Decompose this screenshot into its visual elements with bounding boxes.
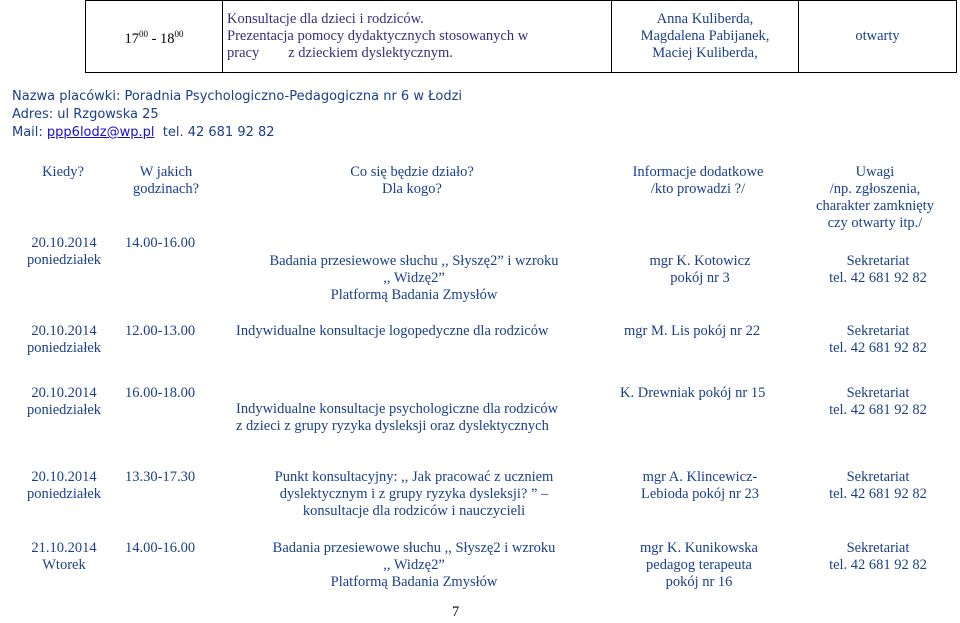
institution-contact (12, 124, 462, 142)
header-info-line: /kto prowadzi ?/ (650, 181, 746, 197)
what-line: Platformą Badania Zmysłów (330, 287, 498, 303)
info-line: K. Drewniak pokój nr 15 (620, 385, 766, 401)
notes-line: Sekretariat (846, 323, 910, 339)
row-date (14, 469, 114, 503)
date-line: 21.10.2014 (31, 540, 97, 556)
prev-who-line: Magdalena Pabijanek, (640, 28, 770, 44)
what-line: Badania przesiewowe słuchu ,, Słyszę2 i wzroku (272, 540, 556, 556)
what-line: konsultacje dla rodziców i nauczycieli (302, 503, 526, 519)
time-sep: - 18 (147, 30, 175, 47)
date-line: poniedziałek (26, 486, 102, 502)
row-hours (125, 385, 195, 402)
row-what (238, 469, 590, 520)
info-line: mgr A. Klincewicz- (642, 469, 758, 485)
row-notes (808, 540, 948, 574)
date-line: poniedziałek (26, 402, 102, 418)
date-line: poniedziałek (26, 340, 102, 356)
row-notes (808, 323, 948, 357)
prev-who-line: Maciej Kuliberda, (652, 45, 758, 61)
row-hours (125, 469, 195, 486)
info-line: pedagog terapeuta (646, 557, 752, 573)
prev-notes: otwarty (855, 28, 900, 44)
prev-desc-line: Prezentacja pomocy dydaktycznych stosowanych w (227, 28, 529, 44)
date-line: Wtorek (42, 557, 86, 573)
header-info (608, 164, 788, 198)
institution-address: Adres: ul Rzgowska 25 (12, 107, 159, 122)
header-notes-line: charakter zamknięty (816, 198, 934, 214)
notes-line: tel. 42 681 92 82 (829, 557, 927, 573)
row-info (620, 469, 780, 503)
time-end-sup: 00 (174, 28, 184, 39)
institution-phone: tel. 42 681 92 82 (154, 125, 275, 140)
info-line: pokój nr 16 (665, 574, 733, 590)
date-line: 20.10.2014 (31, 385, 97, 401)
row-info (624, 323, 794, 340)
what-line: z dzieci z grupy ryzyka dysleksji oraz dyslektycznych (236, 418, 549, 434)
header-notes (800, 164, 950, 232)
hours-text: 14.00-16.00 (125, 540, 196, 556)
notes-line: tel. 42 681 92 82 (829, 486, 927, 502)
row-what (238, 253, 590, 304)
notes-line: tel. 42 681 92 82 (829, 402, 927, 418)
header-notes-line: /np. zgłoszenia, (829, 181, 921, 197)
what-line: Platformą Badania Zmysłów (330, 574, 498, 590)
hours-text: 13.30-17.30 (125, 469, 196, 485)
row-what (236, 323, 616, 340)
header-what-line: Dla kogo? (382, 181, 442, 197)
header-hours-line: godzinach? (132, 181, 200, 197)
time-start: 17 (124, 30, 139, 47)
row-date (14, 235, 114, 269)
row-notes (808, 253, 948, 287)
notes-line: Sekretariat (846, 469, 910, 485)
what-line: Indywidualne konsultacje logopedyczne dla rodziców (236, 323, 549, 339)
row-date (14, 540, 114, 574)
table-row (86, 1, 957, 73)
prev-who-line: Anna Kuliberda, (656, 11, 754, 27)
notes-line: Sekretariat (846, 385, 910, 401)
header-hours-line: W jakich (139, 164, 193, 180)
header-notes-line: Uwagi (855, 164, 895, 180)
header-hours (116, 164, 216, 198)
page-number-text: 7 (452, 604, 460, 620)
notes-line: Sekretariat (846, 253, 910, 269)
row-info (628, 253, 772, 287)
info-line: Lebioda pokój nr 23 (641, 486, 759, 502)
date-line: poniedziałek (26, 252, 102, 268)
mail-link[interactable]: ppp6lodz@wp.pl (46, 125, 155, 140)
row-notes (808, 385, 948, 419)
row-notes (808, 469, 948, 503)
what-line: Punkt konsultacyjny: ,, Jak pracować z uczniem (274, 469, 554, 485)
hours-text: 12.00-13.00 (125, 323, 196, 339)
info-line: mgr K. Kotowicz (649, 253, 751, 269)
page-number (452, 604, 459, 621)
header-what-line: Co się będzie działo? (350, 164, 474, 180)
previous-table (85, 0, 957, 73)
row-date (14, 385, 114, 419)
prev-time-cell (86, 1, 223, 73)
mail-label: Mail: (12, 125, 47, 140)
header-notes-line: czy otwarty itp./ (827, 215, 923, 231)
prev-desc-line: Konsultacje dla dzieci i rodziców. (227, 11, 424, 27)
row-hours (125, 323, 195, 340)
header-when (28, 164, 98, 181)
info-line: mgr M. Lis pokój nr 22 (624, 323, 761, 339)
prev-desc-cell (223, 1, 612, 73)
header-what (300, 164, 524, 198)
what-line: Indywidualne konsultacje psychologiczne dla rodziców (236, 401, 559, 417)
header-info-line: Informacje dodatkowe (632, 164, 764, 180)
info-line: mgr K. Kunikowska (639, 540, 758, 556)
institution-name: Nazwa placówki: Poradnia Psychologiczno-Pedagogiczna nr 6 w Łodzi (12, 89, 463, 104)
notes-line: tel. 42 681 92 82 (829, 340, 927, 356)
what-line: dyslektycznym i z grupy ryzyka dysleksji? ” – (279, 486, 549, 502)
row-info (624, 540, 774, 591)
time-start-sup: 00 (138, 28, 148, 39)
date-line: 20.10.2014 (31, 323, 97, 339)
row-info (620, 385, 800, 402)
row-hours (125, 235, 195, 252)
what-line: Badania przesiewowe słuchu ,, Słyszę2” i wzroku (269, 253, 559, 269)
date-line: 20.10.2014 (31, 235, 97, 251)
row-hours (125, 540, 195, 557)
institution-info (12, 88, 462, 142)
prev-who-cell (612, 1, 799, 73)
hours-text: 16.00-18.00 (125, 385, 196, 401)
what-line: ,, Widzę2” (383, 270, 445, 286)
what-line: ,, Widzę2” (383, 557, 445, 573)
prev-desc-line: pracy z dzieckiem dyslektycznym. (227, 45, 453, 61)
row-date (14, 323, 114, 357)
row-what (236, 401, 616, 435)
date-line: 20.10.2014 (31, 469, 97, 485)
header-when-text: Kiedy? (42, 164, 84, 180)
prev-notes-cell (799, 1, 957, 73)
row-what (238, 540, 590, 591)
notes-line: Sekretariat (846, 540, 910, 556)
hours-text: 14.00-16.00 (125, 235, 196, 251)
notes-line: tel. 42 681 92 82 (829, 270, 927, 286)
info-line: pokój nr 3 (670, 270, 730, 286)
